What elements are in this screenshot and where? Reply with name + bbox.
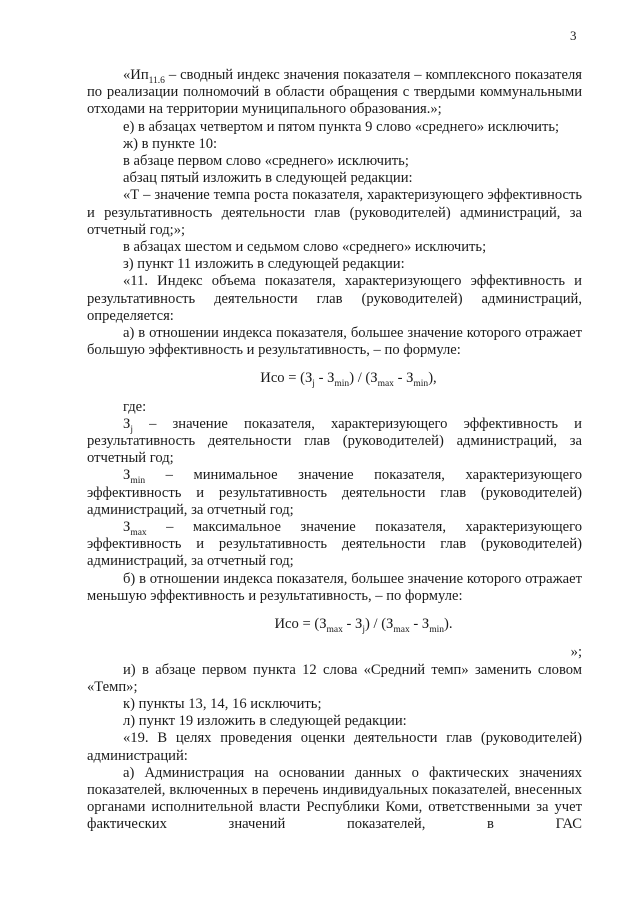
paragraph-first-abzac: в абзаце первом слово «среднего» исключить; [123, 153, 409, 170]
paragraph-sixth-seventh: в абзацах шестом и седьмом слово «среднего» исключить; [123, 239, 487, 256]
paragraph-where: где: [123, 398, 147, 415]
paragraph-item-e: е) в абзацах четвертом и пятом пункта 9 слово «среднего» исключить; [123, 118, 560, 135]
paragraph-point-19: «19. В целях проведения оценки деятельности глав (руководителей) администраций: [87, 730, 582, 764]
paragraph-item-b: б) в отношении индекса показателя, большее значение которого отражает меньшую эффективность и результативность, – по формуле: [87, 570, 582, 604]
document-body [87, 67, 582, 834]
paragraph-item-a-administration: а) Администрация на основании данных о фактических значениях показателей, включенных в перечень индивидуальных показателей, внесенных органами исполнительной власти Республики Коми, ответственными за учет фактических значений показателей, в ГАС [87, 764, 582, 833]
paragraph-item-z: з) пункт 11 изложить в следующей редакции: [123, 256, 405, 273]
paragraph-item-k: к) пункты 13, 14, 16 исключить; [123, 695, 322, 712]
paragraph-zj-definition: $З_j$ – значение показателя, характеризующего эффективность и результативность деятельности глав (руководителей) администраций, за отчетный год; [87, 415, 582, 467]
paragraph-item-a: а) в отношении индекса показателя, большее значение которого отражает большую эффективность и результативность, – по формуле: [87, 325, 582, 359]
paragraph-fifth-abzac: абзац пятый изложить в следующей редакции: [123, 170, 413, 187]
formula-2: Исо = $(З_{max} - З_j) / (З_{max} - З_{min})$. [274, 616, 453, 635]
paragraph-point-11: «11. Индекс объема показателя, характеризующего эффективность и результативность деятельности глав (руководителей) администраций, определяется: [87, 273, 582, 324]
paragraph-t-definition: «Т – значение темпа роста показателя, характеризующего эффективность и результативность деятельности глав (руководителей) администраций, за отчетный год;»; [87, 187, 582, 238]
paragraph-zmax-definition: $З_{max}$ – максимальное значение показателя, характеризующего эффективность и результативность деятельности глав (руководителей) администраций, за отчетный год; [87, 519, 582, 570]
quote-closing-mark: »; [570, 644, 582, 661]
page-number: 3 [570, 28, 577, 43]
paragraph-item-i: и) в абзаце первом пункта 12 слова «Средний темп» заменить словом «Темп»; [87, 661, 582, 695]
paragraph-zmin-definition: $З_{min}$ – минимальное значение показателя, характеризующего эффективность и результативность деятельности глав (руководителей) администраций, за отчетный год; [87, 467, 582, 518]
paragraph-ip-definition: «$Ип_{11.6}$ – сводный индекс значения показателя – комплексного показателя по реализации полномочий в области обращения с твердыми коммунальными отходами на территории муниципального образования.»; [87, 67, 582, 118]
formula-1: Исо = $(З_j - З_{min}) / (З_{max} - З_{min})$, [260, 370, 437, 390]
paragraph-item-zh: ж) в пункте 10: [123, 135, 218, 152]
paragraph-item-l: л) пункт 19 изложить в следующей редакции: [123, 713, 407, 730]
